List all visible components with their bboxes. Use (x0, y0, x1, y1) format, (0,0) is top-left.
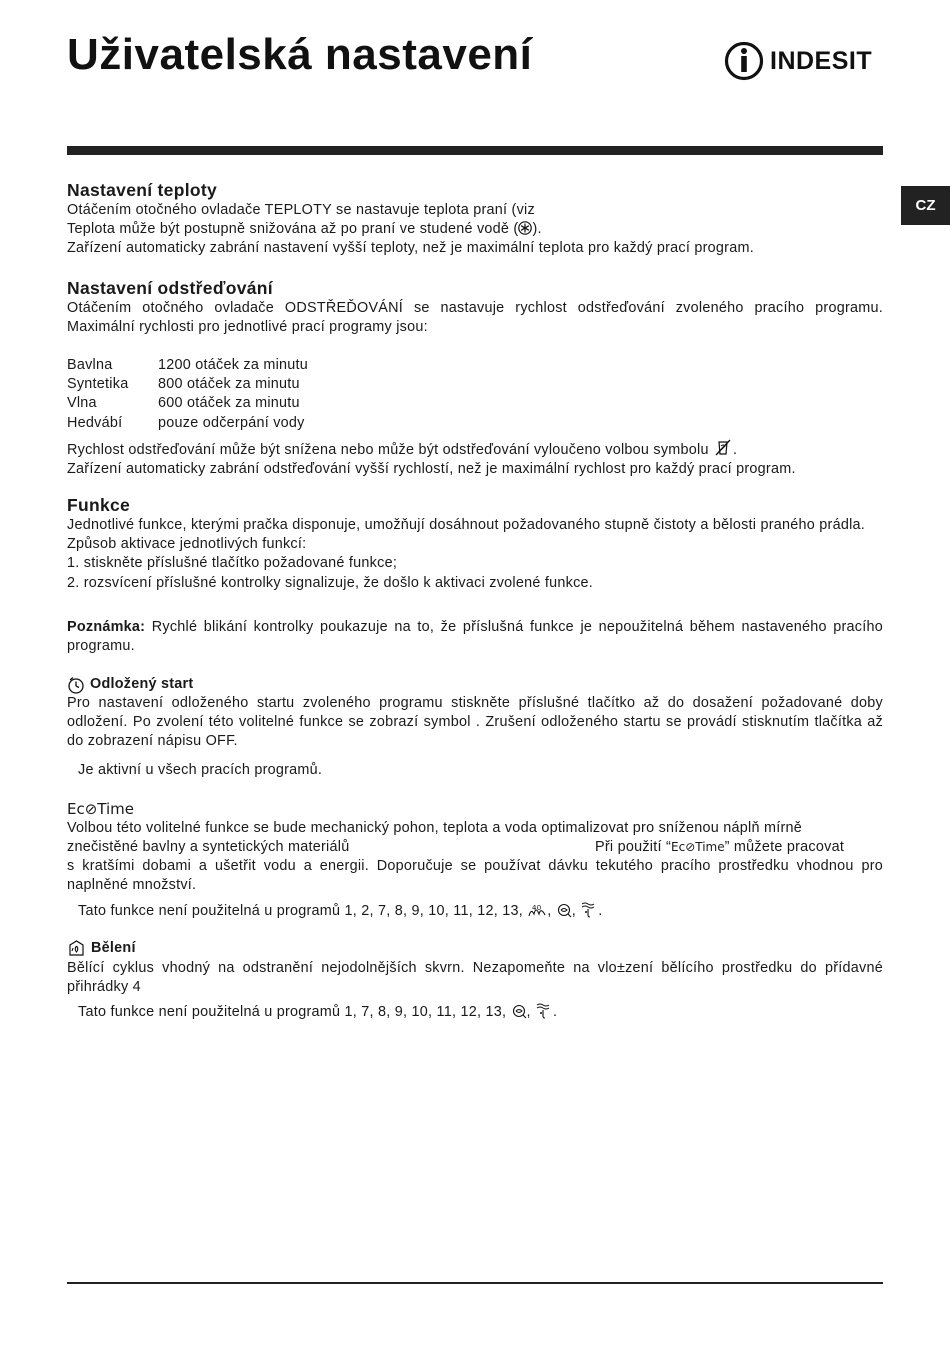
delay-start-section (67, 675, 883, 694)
ecotime-line-2 (67, 838, 883, 857)
temperature-line-2-text: Teplota může být postupně snižována až po praní ve studené vodě ( (67, 221, 519, 238)
bleach-section (67, 939, 883, 958)
language-tab: CZ (901, 186, 950, 225)
bleach-end: . (553, 1004, 558, 1020)
silk-icon (511, 1003, 527, 1019)
ecotime-heading (67, 800, 883, 820)
ecotime-line-2-right-text: Při použití “ (595, 839, 672, 855)
ecotime-inline-logo: Ec⊘Time (671, 840, 725, 854)
ecotime-line-3: s kratšími dobami a ušetřit vodu a energii. Doporučuje se používat dávku tekutého pracího prostředku vhodnou pro naplněné množství. (67, 858, 883, 894)
spin-paragraph: Otáčením otočného ovladače ODSTŘEĎOVÁNÍ se nastavuje rychlost odstřeďování zvoleného pracího programu. Maximální rychlosti pro jednotlivé prací programy jsou: (67, 300, 883, 336)
temperature-line-2-end: ). (532, 221, 542, 238)
delay-start-heading (67, 675, 883, 694)
bleach-heading-text: Bělení (91, 940, 136, 956)
speed-cell: 800 otáček za minutu (158, 376, 300, 393)
functions-heading: Funkce (67, 495, 131, 515)
functions-how-to: Způsob aktivace jednotlivých funkcí: (67, 536, 307, 553)
fabric-cell: Syntetika (67, 376, 129, 393)
header-divider (67, 146, 883, 155)
bleach-sep-1: , (526, 1004, 531, 1020)
svg-text:40: 40 (532, 904, 542, 912)
wool-icon (527, 902, 547, 918)
silk-icon (556, 902, 572, 918)
functions-section (67, 494, 883, 593)
delicates-icon (580, 901, 598, 919)
temperature-heading: Nastavení teploty (67, 180, 218, 200)
indesit-i-logo-icon (724, 40, 764, 82)
delay-start-availability: Je aktivní u všech pracích programů. (78, 762, 323, 778)
functions-intro: Jednotlivé funkce, kterými pračka disponuje, umožňují dosáhnout požadovaného stupně čistoty a bělosti praného prádla. (67, 517, 866, 533)
ecotime-line-2-right-end: ” můžete pracovat (724, 839, 845, 855)
temperature-section (67, 179, 883, 259)
snowflake-icon (518, 221, 532, 235)
functions-step-1: 1. stiskněte příslušné tlačítko požadované funkce; (67, 555, 398, 572)
table-row (67, 394, 308, 413)
ecotime-unavailable-text: Tato funkce není použitelná u programů 1, 2, 7, 8, 9, 10, 11, 12, 13, (78, 903, 523, 919)
spin-reduce-line (67, 438, 883, 460)
speed-cell: pouze odčerpání vody (158, 414, 305, 431)
bleach-unavailable-text: Tato funkce není použitelná u programů 1, 7, 8, 9, 10, 11, 12, 13, (78, 1004, 507, 1020)
spin-reduce-text: Rychlost odstřeďování může být snížena nebo může být odstřeďování vyloučeno volbou symbolu (67, 442, 709, 458)
temperature-line-3: Zařízení automaticky zabrání nastavení vyšší teploty, než je maximální teplota pro každý prací program. (67, 240, 754, 257)
brand-name: INDESIT (770, 46, 873, 75)
ecotime-line-2-right (595, 838, 844, 857)
delay-start-paragraph: Pro nastavení odloženého startu zvoleného programu stiskněte příslušné tlačítko až do dosažení požadované doby odložení. Po zvolení této volitelné funkce se zobrazí symbol . Zrušení odloženého startu se provádí stisknutím tlačítka až do zobrazení nápisu OFF. (67, 695, 883, 750)
temperature-line-1: Otáčením otočného ovladače TEPLOTY se nastavuje teplota praní (viz (67, 202, 535, 218)
ecotime-end: . (598, 903, 603, 919)
bleach-unavailable (67, 1002, 894, 1022)
ecotime-unavailable (67, 901, 894, 921)
bleach-heading (67, 939, 883, 958)
spin-notes (67, 438, 883, 479)
ecotime-sep-2: , (571, 903, 576, 919)
table-row (67, 414, 308, 433)
brand-logo (724, 40, 872, 82)
functions-note (67, 618, 883, 656)
speed-cell: 1200 otáček za minutu (158, 357, 309, 373)
delicates-icon (535, 1002, 553, 1020)
spin-heading: Nastavení odstřeďování (67, 278, 273, 298)
spin-limit-line: Zařízení automaticky zabrání odstřeďování vyšší rychlostí, než je maximální rychlost pro každý prací program. (67, 461, 796, 478)
ecotime-line-2-left: znečistěné bavlny a syntetických materiálů (67, 839, 350, 855)
spin-reduce-end: . (732, 442, 738, 458)
ecotime-line-1: Volbou této volitelné funkce se bude mechanický pohon, teplota a voda optimalizovat pro sníženou náplň mírně (67, 820, 802, 836)
functions-step-2: 2. rozsvícení příslušné kontrolky signalizuje, že došlo k aktivaci zvolené funkce. (67, 574, 594, 591)
fabric-cell: Vlna (67, 395, 97, 412)
temperature-line-2 (67, 220, 883, 239)
spin-speed-table (67, 356, 308, 433)
table-row (67, 356, 308, 375)
page-title: Uživatelská nastavení (67, 30, 533, 79)
clock-hand-icon (67, 676, 85, 694)
ecotime-sep-1: , (547, 903, 552, 919)
bleach-paragraph: Bělící cyklus vhodný na odstranění nejodolnějších skvrn. Nezapomeňte na vlo±zení bělícího prostředku do přídavné přihrádky 4 (67, 960, 883, 996)
fabric-cell: Hedvábí (67, 414, 123, 431)
note-text: Rychlé blikání kontrolky poukazuje na to, že příslušná funkce je nepoužitelná během nastaveného pracího programu. (67, 619, 883, 655)
footer-divider (67, 1282, 883, 1284)
spin-section (67, 277, 883, 337)
table-row (67, 375, 308, 394)
speed-cell: 600 otáček za minutu (158, 395, 300, 412)
delay-start-heading-text: Odložený start (90, 676, 194, 692)
ecotime-logo: Ec⊘Time (67, 800, 135, 818)
no-spin-icon (713, 438, 733, 458)
bleach-icon (67, 939, 86, 958)
fabric-cell: Bavlna (67, 357, 113, 373)
note-label: Poznámka: (67, 619, 146, 635)
